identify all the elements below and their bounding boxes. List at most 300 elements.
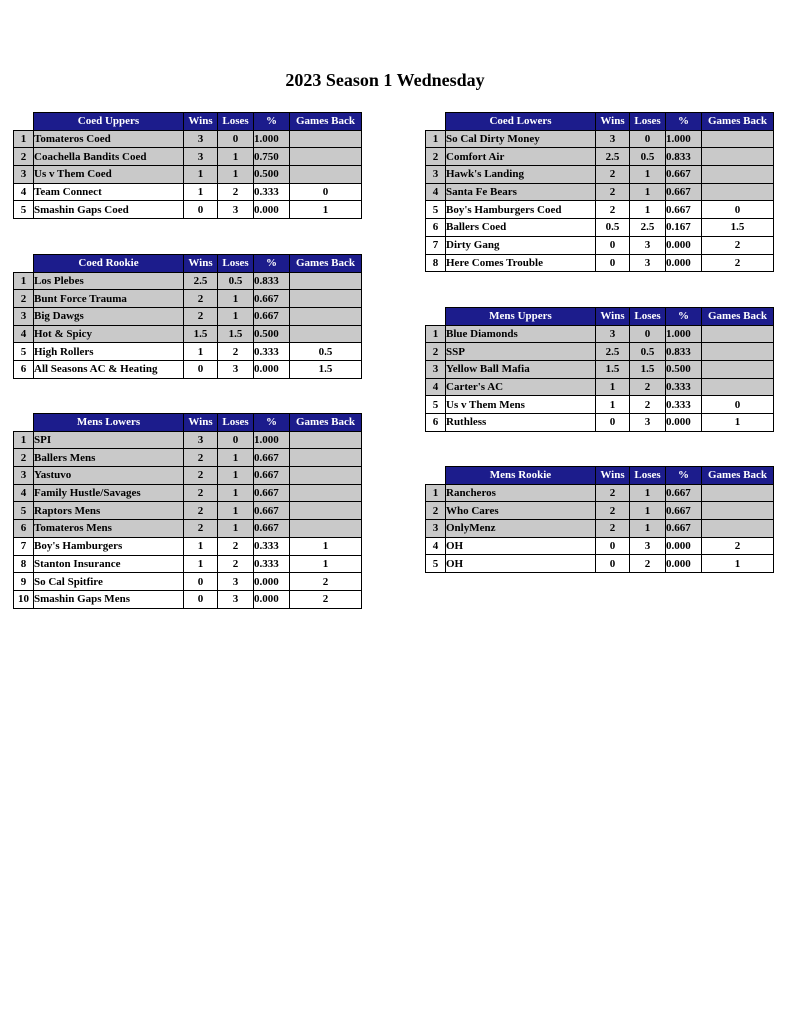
division-name: Coed Rookie bbox=[34, 255, 184, 273]
pct-cell: 0.667 bbox=[666, 502, 702, 520]
wins-cell: 2 bbox=[184, 484, 218, 502]
rank-cell: 7 bbox=[14, 537, 34, 555]
loses-cell: 2 bbox=[630, 555, 666, 573]
standings-table-coed-rookie bbox=[13, 254, 362, 379]
games-back-cell bbox=[290, 431, 362, 449]
table-row bbox=[14, 555, 362, 573]
rank-cell: 6 bbox=[426, 219, 446, 237]
pct-cell: 0.667 bbox=[254, 290, 290, 308]
team-name-cell: Ballers Mens bbox=[34, 449, 184, 467]
loses-header: Loses bbox=[218, 255, 254, 273]
games-back-cell bbox=[290, 148, 362, 166]
games-back-cell bbox=[290, 272, 362, 290]
pct-cell: 0.667 bbox=[254, 467, 290, 485]
wins-cell: 1.5 bbox=[596, 361, 630, 379]
pct-cell: 0.667 bbox=[666, 520, 702, 538]
pct-cell: 0.167 bbox=[666, 219, 702, 237]
wins-cell: 2 bbox=[184, 502, 218, 520]
wins-cell: 2 bbox=[596, 183, 630, 201]
wins-cell: 3 bbox=[184, 130, 218, 148]
table-row bbox=[426, 166, 774, 184]
rank-cell: 7 bbox=[426, 236, 446, 254]
rank-cell: 3 bbox=[426, 361, 446, 379]
table-row bbox=[426, 236, 774, 254]
loses-cell: 3 bbox=[630, 254, 666, 272]
games-back-cell bbox=[702, 484, 774, 502]
pct-cell: 0.333 bbox=[666, 378, 702, 396]
games-back-cell bbox=[702, 183, 774, 201]
rank-cell: 1 bbox=[14, 431, 34, 449]
standings-table-coed-lowers bbox=[425, 112, 774, 272]
wins-header: Wins bbox=[184, 255, 218, 273]
wins-cell: 1 bbox=[184, 555, 218, 573]
rank-cell: 2 bbox=[426, 502, 446, 520]
rank-cell: 3 bbox=[426, 520, 446, 538]
pct-cell: 0.667 bbox=[666, 183, 702, 201]
pct-cell: 0.500 bbox=[254, 325, 290, 343]
team-name-cell: Smashin Gaps Coed bbox=[34, 201, 184, 219]
wins-cell: 1 bbox=[184, 166, 218, 184]
team-name-cell: Bunt Force Trauma bbox=[34, 290, 184, 308]
games-back-cell: 2 bbox=[702, 537, 774, 555]
games-back-header: Games Back bbox=[702, 467, 774, 485]
pct-cell: 1.000 bbox=[254, 431, 290, 449]
table-row bbox=[14, 290, 362, 308]
games-back-cell bbox=[702, 520, 774, 538]
table-row bbox=[14, 148, 362, 166]
rank-header-cell bbox=[426, 467, 446, 485]
games-back-cell bbox=[290, 290, 362, 308]
wins-header: Wins bbox=[184, 414, 218, 432]
table-row bbox=[14, 325, 362, 343]
loses-cell: 2 bbox=[218, 343, 254, 361]
rank-cell: 1 bbox=[426, 325, 446, 343]
rank-cell: 9 bbox=[14, 573, 34, 591]
games-back-cell bbox=[290, 308, 362, 326]
pct-cell: 0.667 bbox=[666, 166, 702, 184]
loses-cell: 1 bbox=[630, 183, 666, 201]
rank-cell: 2 bbox=[426, 148, 446, 166]
wins-cell: 2.5 bbox=[596, 148, 630, 166]
rank-cell: 1 bbox=[426, 130, 446, 148]
rank-cell: 3 bbox=[14, 467, 34, 485]
table-row bbox=[426, 254, 774, 272]
division-name: Coed Lowers bbox=[446, 113, 596, 131]
team-name-cell: OH bbox=[446, 555, 596, 573]
wins-cell: 3 bbox=[184, 148, 218, 166]
wins-cell: 0 bbox=[184, 361, 218, 379]
wins-cell: 3 bbox=[184, 431, 218, 449]
rank-cell: 4 bbox=[426, 537, 446, 555]
pct-header: % bbox=[254, 414, 290, 432]
pct-cell: 1.000 bbox=[254, 130, 290, 148]
games-back-cell bbox=[290, 449, 362, 467]
rank-cell: 2 bbox=[426, 343, 446, 361]
rank-cell: 6 bbox=[14, 520, 34, 538]
pct-header: % bbox=[666, 467, 702, 485]
table-row bbox=[14, 537, 362, 555]
team-name-cell: OnlyMenz bbox=[446, 520, 596, 538]
wins-header: Wins bbox=[596, 113, 630, 131]
loses-cell: 2 bbox=[218, 537, 254, 555]
games-back-cell: 2 bbox=[702, 236, 774, 254]
team-name-cell: Rancheros bbox=[446, 484, 596, 502]
team-name-cell: Hot & Spicy bbox=[34, 325, 184, 343]
loses-cell: 0.5 bbox=[630, 148, 666, 166]
pct-header: % bbox=[254, 255, 290, 273]
loses-header: Loses bbox=[630, 113, 666, 131]
games-back-cell bbox=[702, 130, 774, 148]
wins-cell: 0 bbox=[596, 537, 630, 555]
team-name-cell: Los Plebes bbox=[34, 272, 184, 290]
loses-cell: 2 bbox=[218, 183, 254, 201]
team-name-cell: Santa Fe Bears bbox=[446, 183, 596, 201]
rank-header-cell bbox=[14, 255, 34, 273]
wins-header: Wins bbox=[184, 113, 218, 131]
loses-cell: 0.5 bbox=[218, 272, 254, 290]
games-back-header: Games Back bbox=[290, 113, 362, 131]
loses-cell: 0 bbox=[218, 130, 254, 148]
loses-cell: 3 bbox=[218, 201, 254, 219]
table-row bbox=[426, 378, 774, 396]
table-row bbox=[14, 467, 362, 485]
table-header-row bbox=[426, 308, 774, 326]
rank-cell: 1 bbox=[14, 272, 34, 290]
table-header-row bbox=[14, 414, 362, 432]
loses-cell: 1 bbox=[218, 148, 254, 166]
rank-cell: 4 bbox=[426, 378, 446, 396]
loses-cell: 3 bbox=[218, 590, 254, 608]
wins-cell: 1 bbox=[184, 343, 218, 361]
games-back-cell bbox=[290, 484, 362, 502]
wins-cell: 2 bbox=[596, 502, 630, 520]
pct-cell: 0.000 bbox=[666, 555, 702, 573]
table-row bbox=[14, 166, 362, 184]
team-name-cell: OH bbox=[446, 537, 596, 555]
table-row bbox=[426, 201, 774, 219]
games-back-cell bbox=[290, 325, 362, 343]
loses-cell: 2.5 bbox=[630, 219, 666, 237]
table-header-row bbox=[14, 255, 362, 273]
rank-cell: 5 bbox=[426, 201, 446, 219]
team-name-cell: SSP bbox=[446, 343, 596, 361]
table-header-row bbox=[426, 113, 774, 131]
wins-cell: 0 bbox=[184, 201, 218, 219]
rank-header-cell bbox=[426, 113, 446, 131]
wins-cell: 2 bbox=[184, 467, 218, 485]
team-name-cell: Yastuvo bbox=[34, 467, 184, 485]
wins-header: Wins bbox=[596, 467, 630, 485]
team-name-cell: Team Connect bbox=[34, 183, 184, 201]
loses-cell: 2 bbox=[630, 396, 666, 414]
games-back-cell bbox=[702, 166, 774, 184]
rank-cell: 2 bbox=[14, 148, 34, 166]
team-name-cell: Tomateros Mens bbox=[34, 520, 184, 538]
page-title: 2023 Season 1 Wednesday bbox=[285, 70, 485, 90]
table-header-row bbox=[14, 113, 362, 131]
rank-cell: 5 bbox=[426, 555, 446, 573]
division-name: Mens Rookie bbox=[446, 467, 596, 485]
loses-cell: 1 bbox=[218, 166, 254, 184]
wins-cell: 2.5 bbox=[184, 272, 218, 290]
wins-cell: 2 bbox=[184, 290, 218, 308]
table-row bbox=[14, 130, 362, 148]
loses-cell: 1 bbox=[630, 166, 666, 184]
team-name-cell: Yellow Ball Mafia bbox=[446, 361, 596, 379]
pct-cell: 0.000 bbox=[254, 573, 290, 591]
rank-cell: 3 bbox=[14, 166, 34, 184]
loses-header: Loses bbox=[218, 414, 254, 432]
rank-header-cell bbox=[426, 308, 446, 326]
rank-cell: 2 bbox=[14, 449, 34, 467]
rank-cell: 2 bbox=[14, 290, 34, 308]
games-back-cell bbox=[290, 467, 362, 485]
games-back-header: Games Back bbox=[702, 308, 774, 326]
table-row bbox=[426, 183, 774, 201]
table-row bbox=[426, 219, 774, 237]
loses-cell: 2 bbox=[630, 378, 666, 396]
pct-cell: 0.667 bbox=[666, 484, 702, 502]
team-name-cell: Ballers Coed bbox=[446, 219, 596, 237]
table-row bbox=[426, 396, 774, 414]
loses-cell: 1.5 bbox=[630, 361, 666, 379]
loses-cell: 1 bbox=[630, 201, 666, 219]
games-back-cell: 0 bbox=[702, 201, 774, 219]
standings-table-mens-rookie bbox=[425, 466, 774, 573]
team-name-cell: Hawk's Landing bbox=[446, 166, 596, 184]
table-row bbox=[14, 272, 362, 290]
table-row bbox=[14, 431, 362, 449]
table-row bbox=[426, 148, 774, 166]
wins-cell: 2 bbox=[596, 201, 630, 219]
games-back-cell: 1 bbox=[702, 414, 774, 432]
team-name-cell: Us v Them Mens bbox=[446, 396, 596, 414]
games-back-cell bbox=[290, 130, 362, 148]
loses-cell: 3 bbox=[630, 537, 666, 555]
games-back-cell: 0.5 bbox=[290, 343, 362, 361]
division-name: Mens Lowers bbox=[34, 414, 184, 432]
loses-cell: 1 bbox=[218, 467, 254, 485]
wins-cell: 0 bbox=[596, 254, 630, 272]
table-row bbox=[426, 130, 774, 148]
pct-header: % bbox=[254, 113, 290, 131]
wins-cell: 1 bbox=[596, 396, 630, 414]
pct-cell: 0.833 bbox=[254, 272, 290, 290]
table-row bbox=[426, 484, 774, 502]
wins-cell: 2 bbox=[184, 308, 218, 326]
table-row bbox=[426, 361, 774, 379]
team-name-cell: Smashin Gaps Mens bbox=[34, 590, 184, 608]
games-back-cell bbox=[290, 166, 362, 184]
wins-header: Wins bbox=[596, 308, 630, 326]
division-name: Coed Uppers bbox=[34, 113, 184, 131]
rank-cell: 8 bbox=[426, 254, 446, 272]
team-name-cell: High Rollers bbox=[34, 343, 184, 361]
rank-cell: 3 bbox=[426, 166, 446, 184]
pct-cell: 0.000 bbox=[666, 254, 702, 272]
pct-cell: 0.000 bbox=[666, 414, 702, 432]
team-name-cell: Tomateros Coed bbox=[34, 130, 184, 148]
table-row bbox=[14, 183, 362, 201]
table-row bbox=[14, 502, 362, 520]
pct-cell: 0.000 bbox=[254, 590, 290, 608]
table-row bbox=[426, 555, 774, 573]
loses-cell: 1 bbox=[218, 308, 254, 326]
loses-cell: 3 bbox=[630, 414, 666, 432]
loses-cell: 3 bbox=[218, 573, 254, 591]
loses-cell: 0 bbox=[630, 130, 666, 148]
division-name: Mens Uppers bbox=[446, 308, 596, 326]
table-row bbox=[14, 361, 362, 379]
team-name-cell: Us v Them Coed bbox=[34, 166, 184, 184]
wins-cell: 0 bbox=[596, 236, 630, 254]
table-row bbox=[14, 573, 362, 591]
team-name-cell: Here Comes Trouble bbox=[446, 254, 596, 272]
rank-cell: 8 bbox=[14, 555, 34, 573]
rank-cell: 4 bbox=[14, 183, 34, 201]
games-back-cell bbox=[290, 520, 362, 538]
team-name-cell: Blue Diamonds bbox=[446, 325, 596, 343]
loses-cell: 1 bbox=[218, 449, 254, 467]
loses-cell: 1 bbox=[218, 520, 254, 538]
table-row bbox=[14, 343, 362, 361]
games-back-cell bbox=[702, 325, 774, 343]
table-row bbox=[14, 520, 362, 538]
table-row bbox=[426, 537, 774, 555]
table-row bbox=[14, 308, 362, 326]
wins-cell: 1 bbox=[184, 183, 218, 201]
rank-cell: 10 bbox=[14, 590, 34, 608]
games-back-cell: 1 bbox=[290, 537, 362, 555]
team-name-cell: Dirty Gang bbox=[446, 236, 596, 254]
loses-cell: 1 bbox=[630, 484, 666, 502]
pct-cell: 0.000 bbox=[666, 537, 702, 555]
loses-cell: 3 bbox=[218, 361, 254, 379]
pct-cell: 1.000 bbox=[666, 325, 702, 343]
games-back-cell bbox=[702, 502, 774, 520]
games-back-cell: 1.5 bbox=[290, 361, 362, 379]
games-back-cell: 1 bbox=[290, 201, 362, 219]
rank-cell: 4 bbox=[14, 325, 34, 343]
standings-table-mens-lowers bbox=[13, 413, 362, 609]
rank-cell: 1 bbox=[14, 130, 34, 148]
pct-cell: 0.333 bbox=[254, 537, 290, 555]
wins-cell: 2.5 bbox=[596, 343, 630, 361]
rank-cell: 6 bbox=[426, 414, 446, 432]
table-row bbox=[14, 449, 362, 467]
pct-cell: 0.333 bbox=[254, 555, 290, 573]
pct-cell: 0.333 bbox=[666, 396, 702, 414]
pct-cell: 0.667 bbox=[254, 308, 290, 326]
team-name-cell: Who Cares bbox=[446, 502, 596, 520]
pct-cell: 0.500 bbox=[666, 361, 702, 379]
table-row bbox=[14, 590, 362, 608]
team-name-cell: So Cal Spitfire bbox=[34, 573, 184, 591]
team-name-cell: Comfort Air bbox=[446, 148, 596, 166]
rank-cell: 1 bbox=[426, 484, 446, 502]
pct-header: % bbox=[666, 308, 702, 326]
games-back-cell bbox=[702, 343, 774, 361]
games-back-cell bbox=[702, 148, 774, 166]
rank-header-cell bbox=[14, 113, 34, 131]
games-back-cell: 2 bbox=[290, 573, 362, 591]
pct-cell: 0.000 bbox=[666, 236, 702, 254]
loses-header: Loses bbox=[630, 467, 666, 485]
table-row bbox=[14, 484, 362, 502]
pct-cell: 0.333 bbox=[254, 183, 290, 201]
team-name-cell: So Cal Dirty Money bbox=[446, 130, 596, 148]
rank-cell: 5 bbox=[14, 201, 34, 219]
wins-cell: 1.5 bbox=[184, 325, 218, 343]
table-row bbox=[426, 414, 774, 432]
pct-cell: 0.667 bbox=[666, 201, 702, 219]
pct-header: % bbox=[666, 113, 702, 131]
table-row bbox=[14, 201, 362, 219]
wins-cell: 1 bbox=[184, 537, 218, 555]
pct-cell: 0.750 bbox=[254, 148, 290, 166]
wins-cell: 3 bbox=[596, 130, 630, 148]
rank-cell: 3 bbox=[14, 308, 34, 326]
team-name-cell: Coachella Bandits Coed bbox=[34, 148, 184, 166]
pct-cell: 0.833 bbox=[666, 148, 702, 166]
rank-header-cell bbox=[14, 414, 34, 432]
table-row bbox=[426, 325, 774, 343]
games-back-cell: 2 bbox=[290, 590, 362, 608]
rank-cell: 4 bbox=[426, 183, 446, 201]
team-name-cell: SPI bbox=[34, 431, 184, 449]
wins-cell: 0.5 bbox=[596, 219, 630, 237]
pct-cell: 0.667 bbox=[254, 484, 290, 502]
pct-cell: 0.000 bbox=[254, 361, 290, 379]
loses-cell: 0 bbox=[218, 431, 254, 449]
wins-cell: 2 bbox=[596, 520, 630, 538]
loses-cell: 1 bbox=[630, 502, 666, 520]
team-name-cell: Raptors Mens bbox=[34, 502, 184, 520]
table-header-row bbox=[426, 467, 774, 485]
wins-cell: 0 bbox=[184, 573, 218, 591]
games-back-cell: 0 bbox=[290, 183, 362, 201]
wins-cell: 2 bbox=[596, 166, 630, 184]
games-back-cell: 1.5 bbox=[702, 219, 774, 237]
pct-cell: 1.000 bbox=[666, 130, 702, 148]
wins-cell: 0 bbox=[596, 414, 630, 432]
table-row bbox=[426, 520, 774, 538]
team-name-cell: Carter's AC bbox=[446, 378, 596, 396]
loses-cell: 1 bbox=[218, 502, 254, 520]
loses-cell: 1 bbox=[630, 520, 666, 538]
pct-cell: 0.333 bbox=[254, 343, 290, 361]
pct-cell: 0.667 bbox=[254, 502, 290, 520]
pct-cell: 0.833 bbox=[666, 343, 702, 361]
team-name-cell: Stanton Insurance bbox=[34, 555, 184, 573]
games-back-cell bbox=[702, 361, 774, 379]
rank-cell: 6 bbox=[14, 361, 34, 379]
team-name-cell: Ruthless bbox=[446, 414, 596, 432]
wins-cell: 2 bbox=[184, 449, 218, 467]
rank-cell: 5 bbox=[426, 396, 446, 414]
team-name-cell: Big Dawgs bbox=[34, 308, 184, 326]
standings-table-coed-uppers bbox=[13, 112, 362, 219]
loses-cell: 1.5 bbox=[218, 325, 254, 343]
rank-cell: 5 bbox=[14, 502, 34, 520]
pct-cell: 0.667 bbox=[254, 520, 290, 538]
games-back-cell: 1 bbox=[290, 555, 362, 573]
wins-cell: 0 bbox=[596, 555, 630, 573]
table-row bbox=[426, 502, 774, 520]
games-back-header: Games Back bbox=[290, 414, 362, 432]
wins-cell: 2 bbox=[596, 484, 630, 502]
games-back-cell: 1 bbox=[702, 555, 774, 573]
